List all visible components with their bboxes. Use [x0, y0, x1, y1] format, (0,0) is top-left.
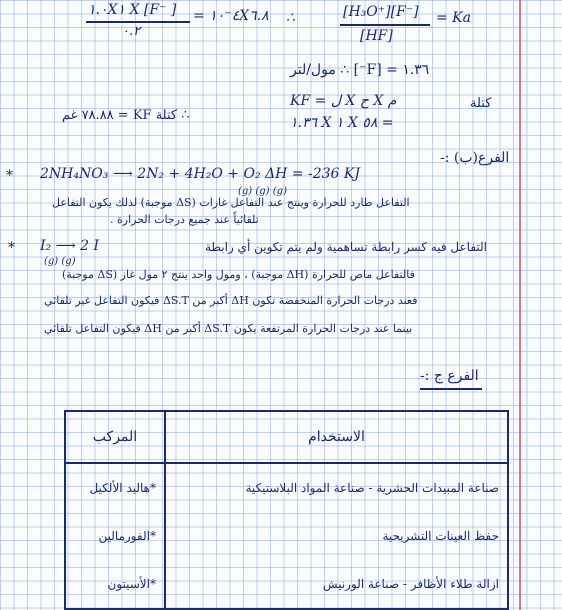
- ka-numerator: [H₃O⁺][F⁻]: [343, 4, 419, 20]
- reaction-equation-1: 2NH₄NO₃ ⟶ 2N₂ + 4H₂O + O₂ ΔH = -236 KJ: [40, 166, 360, 182]
- mass-label: كتلة: [470, 96, 492, 111]
- mass-expression-2: ١.٣٦ X ١ X ٥٨ =: [290, 115, 394, 131]
- part-c-heading: الفرع ج :-: [420, 368, 479, 384]
- ka-denominator: [HF]: [360, 28, 393, 44]
- bullet-1: *: [6, 168, 13, 184]
- ka-fraction-bar: [340, 24, 430, 26]
- row-1-compound: *هاليد الألكيل: [65, 463, 165, 513]
- reaction-states-1: (g) (g) (g): [238, 186, 287, 197]
- left-fraction-denominator: ٠.٢: [122, 24, 141, 39]
- row-2-use: حفظ العينات التشريحية: [165, 513, 508, 559]
- mass-result: ∴ كتلة KF = ٧٨.٨٨ غم: [62, 108, 190, 123]
- therefore-symbol: ∴: [286, 10, 295, 26]
- mass-expression-1: KF = ل X ح X م: [290, 93, 397, 109]
- table-row: [65, 559, 508, 609]
- row-3-compound: *الأسيتون: [65, 559, 165, 609]
- part-b-text-5: فعند درجات الحرارة المنخفضة تكون ΔH أكبر من ΔS.T فيكون التفاعل غير تلقائي: [44, 294, 418, 307]
- table-header-row: [65, 411, 508, 463]
- table-row: [65, 513, 508, 559]
- part-c-underline: [420, 388, 482, 390]
- part-b-text-1: التفاعل طارد للحرارة وينتج عند التفاعل غازات (ΔS موجبة) لذلك يكون التفاعل: [52, 196, 410, 209]
- ka-equals: = Ka: [436, 10, 471, 26]
- left-fraction-numerator: ١.٠X١ X [F⁻ ]: [88, 2, 177, 18]
- row-3-use: ازالة طلاء الأظافر - صناعة الورنيش: [165, 559, 508, 609]
- row-2-compound: *الفورمالين: [65, 513, 165, 559]
- left-fraction-result: = ٤⁻١٠X٦.٨: [193, 8, 269, 24]
- header-use: الاستخدام: [165, 411, 508, 463]
- header-compound: المركب: [65, 411, 165, 463]
- part-b-text-3: التفاعل فيه كسر رابطة تساهمية ولم يتم تكوين أي رابطة: [205, 240, 488, 254]
- reaction-equation-2: I₂ ⟶ 2 I: [40, 238, 100, 254]
- compounds-table: [64, 410, 509, 610]
- bullet-2: *: [8, 240, 15, 256]
- fluoride-concentration: ١.٣٦ = [F⁻] ∴ مول/لتر: [290, 62, 430, 78]
- part-b-heading: الفرع(ب) :-: [440, 150, 510, 166]
- row-1-use: صناعة المبيدات الحشرية - صناعة المواد البلاستيكية: [165, 463, 508, 513]
- reaction-states-2: (g) (g): [44, 256, 76, 267]
- part-b-text-4: فالتفاعل ماص للحرارة (ΔH موجبة) ، ومول واحد ينتج ٢ مول غاز (ΔS موجبة): [62, 268, 415, 281]
- part-b-text-6: بينما عند درجات الحرارة المرتفعة يكون ΔS.T أكبر من ΔH فيكون التفاعل تلقائي: [44, 322, 413, 335]
- left-fraction-bar: [86, 21, 190, 23]
- notebook-margin-line: [519, 0, 521, 610]
- part-b-text-2: تلقائياً عند جميع درجات الحرارة .: [110, 213, 259, 226]
- table-row: [65, 463, 508, 513]
